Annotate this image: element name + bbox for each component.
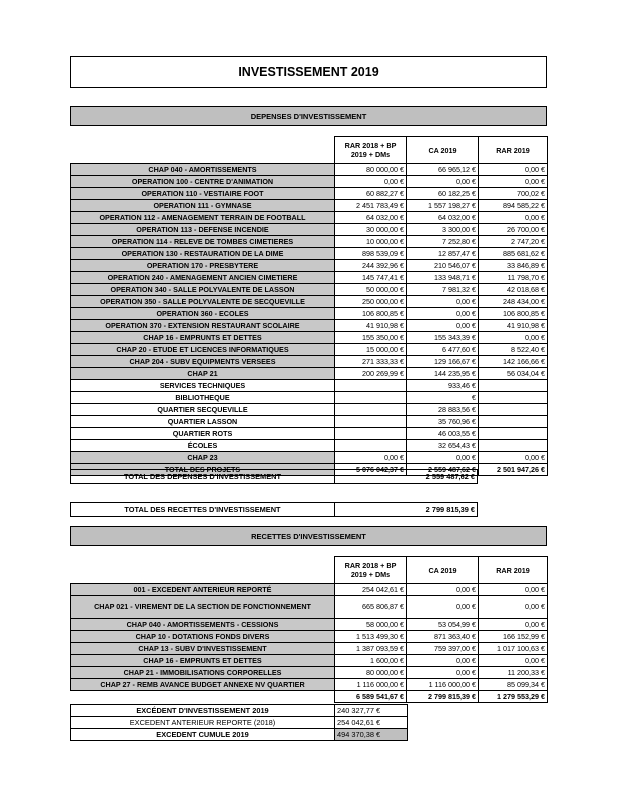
row-label: CHAP 20 - ETUDE ET LICENCES INFORMATIQUES: [71, 344, 335, 356]
table-row: [71, 320, 548, 332]
recettes-section-band: RECETTES D'INVESTISSEMENT: [70, 526, 547, 546]
row-value: 894 585,22 €: [479, 200, 548, 212]
row-value: 248 434,00 €: [479, 296, 548, 308]
row-label: OPERATION 130 - RESTAURATION DE LA DIME: [71, 248, 335, 260]
row-value: 3 300,00 €: [407, 224, 479, 236]
row-label: ÉCOLES: [71, 440, 335, 452]
row-label: CHAP 040 - AMORTISSEMENTS - CESSIONS: [71, 619, 335, 631]
row-value: 58 000,00 €: [335, 619, 407, 631]
row-value: 1 513 499,30 €: [335, 631, 407, 643]
total-depenses-label: TOTAL DES DEPENSES D'INVESTISSEMENT: [71, 470, 335, 484]
total-depenses-table: [70, 469, 478, 484]
row-value: 700,02 €: [479, 188, 548, 200]
row-value: 250 000,00 €: [335, 296, 407, 308]
row-value: 0,00 €: [479, 212, 548, 224]
table-row: [71, 332, 548, 344]
excedent-value: 494 370,38 €: [335, 729, 408, 741]
row-value: 129 166,67 €: [407, 356, 479, 368]
row-value: €: [407, 392, 479, 404]
table-row: [71, 584, 548, 596]
row-value: 144 235,95 €: [407, 368, 479, 380]
row-value: 1 116 000,00 €: [407, 679, 479, 691]
row-value: 133 948,71 €: [407, 272, 479, 284]
row-label: OPERATION 370 - EXTENSION RESTAURANT SCOLAIRE: [71, 320, 335, 332]
row-value: 0,00 €: [479, 452, 548, 464]
row-value: 1 557 198,27 €: [407, 200, 479, 212]
excedent-row: [71, 717, 408, 729]
row-value: 0,00 €: [407, 296, 479, 308]
table-row: [71, 200, 548, 212]
row-value: 0,00 €: [479, 332, 548, 344]
row-label: OPERATION 111 - GYMNASE: [71, 200, 335, 212]
total-recettes-row: [71, 503, 478, 517]
table-row: [71, 380, 548, 392]
row-value: 0,00 €: [335, 176, 407, 188]
row-value: [479, 380, 548, 392]
row-label: OPERATION 110 - VESTIAIRE FOOT: [71, 188, 335, 200]
row-label: CHAP 10 - DOTATIONS FONDS DIVERS: [71, 631, 335, 643]
row-label: 001 - EXCEDENT ANTERIEUR REPORTÉ: [71, 584, 335, 596]
table-row: [71, 212, 548, 224]
depenses-total-value: 5 076 042,37 €: [335, 464, 407, 476]
table-row: [71, 368, 548, 380]
row-value: 933,46 €: [407, 380, 479, 392]
row-value: 7 981,32 €: [407, 284, 479, 296]
row-value: [335, 416, 407, 428]
row-value: 26 700,00 €: [479, 224, 548, 236]
row-value: 41 910,98 €: [479, 320, 548, 332]
total-depenses-value: 2 559 487,62 €: [335, 470, 478, 484]
row-value: 15 000,00 €: [335, 344, 407, 356]
row-value: 0,00 €: [407, 596, 479, 619]
row-value: 0,00 €: [479, 596, 548, 619]
table-row: [71, 619, 548, 631]
row-label: CHAP 040 - AMORTISSEMENTS: [71, 164, 335, 176]
table-row: [71, 176, 548, 188]
row-value: 33 846,89 €: [479, 260, 548, 272]
depenses-column-header: RAR 2019: [479, 137, 548, 164]
row-value: 85 099,34 €: [479, 679, 548, 691]
row-value: 80 000,00 €: [335, 164, 407, 176]
table-row: [71, 260, 548, 272]
row-value: 11 200,33 €: [479, 667, 548, 679]
table-row: [71, 356, 548, 368]
row-value: 32 654,43 €: [407, 440, 479, 452]
row-value: 0,00 €: [407, 176, 479, 188]
row-label: CHAP 021 - VIREMENT DE LA SECTION DE FONCTIONNEMENT: [71, 596, 335, 619]
row-value: 0,00 €: [407, 452, 479, 464]
table-row: [71, 643, 548, 655]
row-value: 871 363,40 €: [407, 631, 479, 643]
table-row: [71, 272, 548, 284]
table-row: [71, 308, 548, 320]
row-value: 60 182,25 €: [407, 188, 479, 200]
row-value: 35 760,96 €: [407, 416, 479, 428]
row-value: 0,00 €: [479, 176, 548, 188]
row-value: 166 152,99 €: [479, 631, 548, 643]
recettes-total-value: 2 799 815,39 €: [407, 691, 479, 703]
row-value: 6 477,60 €: [407, 344, 479, 356]
depenses-total-value: 2 559 487,62 €: [407, 464, 479, 476]
row-label: OPERATION 240 - AMENAGEMENT ANCIEN CIMETIERE: [71, 272, 335, 284]
row-value: 0,00 €: [407, 667, 479, 679]
row-label: CHAP 27 - REMB AVANCE BUDGET ANNEXE NV QUARTIER: [71, 679, 335, 691]
row-value: 0,00 €: [479, 164, 548, 176]
recettes-header-row: [71, 557, 548, 584]
row-value: 155 350,00 €: [335, 332, 407, 344]
row-value: 244 392,96 €: [335, 260, 407, 272]
row-value: [335, 428, 407, 440]
row-value: 50 000,00 €: [335, 284, 407, 296]
row-value: 885 681,62 €: [479, 248, 548, 260]
row-value: 142 166,66 €: [479, 356, 548, 368]
row-label: CHAP 23: [71, 452, 335, 464]
row-value: 2 747,20 €: [479, 236, 548, 248]
row-value: 106 800,85 €: [335, 308, 407, 320]
recettes-table: [70, 556, 548, 703]
recettes-total-value: 1 279 553,29 €: [479, 691, 548, 703]
row-value: 11 798,70 €: [479, 272, 548, 284]
row-value: 46 003,55 €: [407, 428, 479, 440]
row-label: OPERATION 170 - PRESBYTERE: [71, 260, 335, 272]
row-value: 0,00 €: [479, 619, 548, 631]
row-value: 155 343,39 €: [407, 332, 479, 344]
depenses-header-blank: [71, 137, 335, 164]
table-row: [71, 344, 548, 356]
excedent-label: EXCEDENT CUMULE 2019: [71, 729, 335, 741]
row-value: 898 539,09 €: [335, 248, 407, 260]
depenses-header-row: [71, 137, 548, 164]
row-value: 10 000,00 €: [335, 236, 407, 248]
row-label: CHAP 204 - SUBV EQUIPMENTS VERSEES: [71, 356, 335, 368]
row-value: 7 252,80 €: [407, 236, 479, 248]
row-value: [479, 404, 548, 416]
row-label: CHAP 21: [71, 368, 335, 380]
row-value: 200 269,99 €: [335, 368, 407, 380]
row-value: [479, 428, 548, 440]
table-row: [71, 679, 548, 691]
table-row: [71, 236, 548, 248]
row-label: CHAP 13 - SUBV D'INVESTISSEMENT: [71, 643, 335, 655]
excedent-row: [71, 729, 408, 741]
row-value: 0,00 €: [407, 584, 479, 596]
row-label: SERVICES TECHNIQUES: [71, 380, 335, 392]
table-row: [71, 631, 548, 643]
recettes-column-header: RAR 2018 + BP 2019 + DMs: [335, 557, 407, 584]
total-recettes-table: [70, 502, 478, 517]
row-value: 210 546,07 €: [407, 260, 479, 272]
row-label: OPERATION 360 - ECOLES: [71, 308, 335, 320]
row-value: 759 397,00 €: [407, 643, 479, 655]
depenses-column-header: CA 2019: [407, 137, 479, 164]
table-row: [71, 188, 548, 200]
total-depenses-row: [71, 470, 478, 484]
row-label: OPERATION 100 - CENTRE D'ANIMATION: [71, 176, 335, 188]
row-value: 41 910,98 €: [335, 320, 407, 332]
excedent-label: EXCEDENT ANTERIEUR REPORTE (2018): [71, 717, 335, 729]
row-label: OPERATION 350 - SALLE POLYVALENTE DE SECQUEVILLE: [71, 296, 335, 308]
row-value: [479, 440, 548, 452]
table-row: [71, 667, 548, 679]
excedent-row: [71, 705, 408, 717]
table-row: [71, 164, 548, 176]
total-recettes-label: TOTAL DES RECETTES D'INVESTISSEMENT: [71, 503, 335, 517]
table-row: [71, 440, 548, 452]
recettes-column-header: RAR 2019: [479, 557, 548, 584]
row-value: 1 387 093,59 €: [335, 643, 407, 655]
row-label: CHAP 21 - IMMOBILISATIONS CORPORELLES: [71, 667, 335, 679]
table-row: [71, 224, 548, 236]
table-row: [71, 416, 548, 428]
row-value: [335, 380, 407, 392]
excedent-value: 254 042,61 €: [335, 717, 408, 729]
row-value: 1 017 100,63 €: [479, 643, 548, 655]
table-row: [71, 452, 548, 464]
row-value: 106 800,85 €: [479, 308, 548, 320]
row-value: [335, 440, 407, 452]
total-recettes-value: 2 799 815,39 €: [335, 503, 478, 517]
row-label: BIBLIOTHEQUE: [71, 392, 335, 404]
row-value: 64 032,00 €: [407, 212, 479, 224]
depenses-section-band: DEPENSES D'INVESTISSEMENT: [70, 106, 547, 126]
row-value: 1 116 000,00 €: [335, 679, 407, 691]
row-value: 0,00 €: [479, 655, 548, 667]
row-value: 2 451 783,49 €: [335, 200, 407, 212]
row-label: OPERATION 112 - AMENAGEMENT TERRAIN DE FOOTBALL: [71, 212, 335, 224]
row-value: 66 965,12 €: [407, 164, 479, 176]
recettes-total-value: 6 589 541,67 €: [335, 691, 407, 703]
row-value: 60 882,27 €: [335, 188, 407, 200]
row-value: [479, 392, 548, 404]
row-value: [335, 392, 407, 404]
row-label: OPERATION 114 - RELEVE DE TOMBES CIMETIERES: [71, 236, 335, 248]
table-row: [71, 248, 548, 260]
excedent-label: EXCÉDENT D'INVESTISSEMENT 2019: [71, 705, 335, 717]
page-title: INVESTISSEMENT 2019: [70, 56, 547, 88]
row-value: 0,00 €: [335, 452, 407, 464]
row-label: OPERATION 113 - DEFENSE INCENDIE: [71, 224, 335, 236]
row-value: [335, 404, 407, 416]
row-value: 145 747,41 €: [335, 272, 407, 284]
row-label: CHAP 16 - EMPRUNTS ET DETTES: [71, 655, 335, 667]
row-label: OPERATION 340 - SALLE POLYVALENTE DE LASSON: [71, 284, 335, 296]
depenses-column-header: RAR 2018 + BP 2019 + DMs: [335, 137, 407, 164]
table-row: [71, 296, 548, 308]
table-row: [71, 404, 548, 416]
table-row: [71, 284, 548, 296]
row-value: 665 806,87 €: [335, 596, 407, 619]
row-value: 0,00 €: [407, 320, 479, 332]
row-value: 12 857,47 €: [407, 248, 479, 260]
row-value: 30 000,00 €: [335, 224, 407, 236]
recettes-total-blank: [71, 691, 335, 703]
excedent-value: 240 327,77 €: [335, 705, 408, 717]
row-value: 0,00 €: [407, 655, 479, 667]
table-row: [71, 392, 548, 404]
row-value: 64 032,00 €: [335, 212, 407, 224]
row-value: 8 522,40 €: [479, 344, 548, 356]
row-value: 0,00 €: [407, 308, 479, 320]
row-label: QUARTIER SECQUEVILLE: [71, 404, 335, 416]
table-row: [71, 428, 548, 440]
row-value: 42 018,68 €: [479, 284, 548, 296]
excedent-table: [70, 704, 408, 741]
row-value: 271 333,33 €: [335, 356, 407, 368]
row-value: 56 034,04 €: [479, 368, 548, 380]
row-value: [479, 416, 548, 428]
row-value: 80 000,00 €: [335, 667, 407, 679]
row-label: QUARTIER LASSON: [71, 416, 335, 428]
row-label: QUARTIER ROTS: [71, 428, 335, 440]
table-row: [71, 596, 548, 619]
recettes-total-row: [71, 691, 548, 703]
depenses-total-label: TOTAL DES PROJETS: [71, 464, 335, 476]
depenses-table: [70, 136, 548, 476]
row-value: 254 042,61 €: [335, 584, 407, 596]
recettes-column-header: CA 2019: [407, 557, 479, 584]
depenses-total-value: 2 501 947,26 €: [479, 464, 548, 476]
table-row: [71, 655, 548, 667]
recettes-header-blank: [71, 557, 335, 584]
row-value: 1 600,00 €: [335, 655, 407, 667]
row-value: 53 054,99 €: [407, 619, 479, 631]
row-value: 0,00 €: [479, 584, 548, 596]
row-label: CHAP 16 - EMPRUNTS ET DETTES: [71, 332, 335, 344]
row-value: 28 883,56 €: [407, 404, 479, 416]
